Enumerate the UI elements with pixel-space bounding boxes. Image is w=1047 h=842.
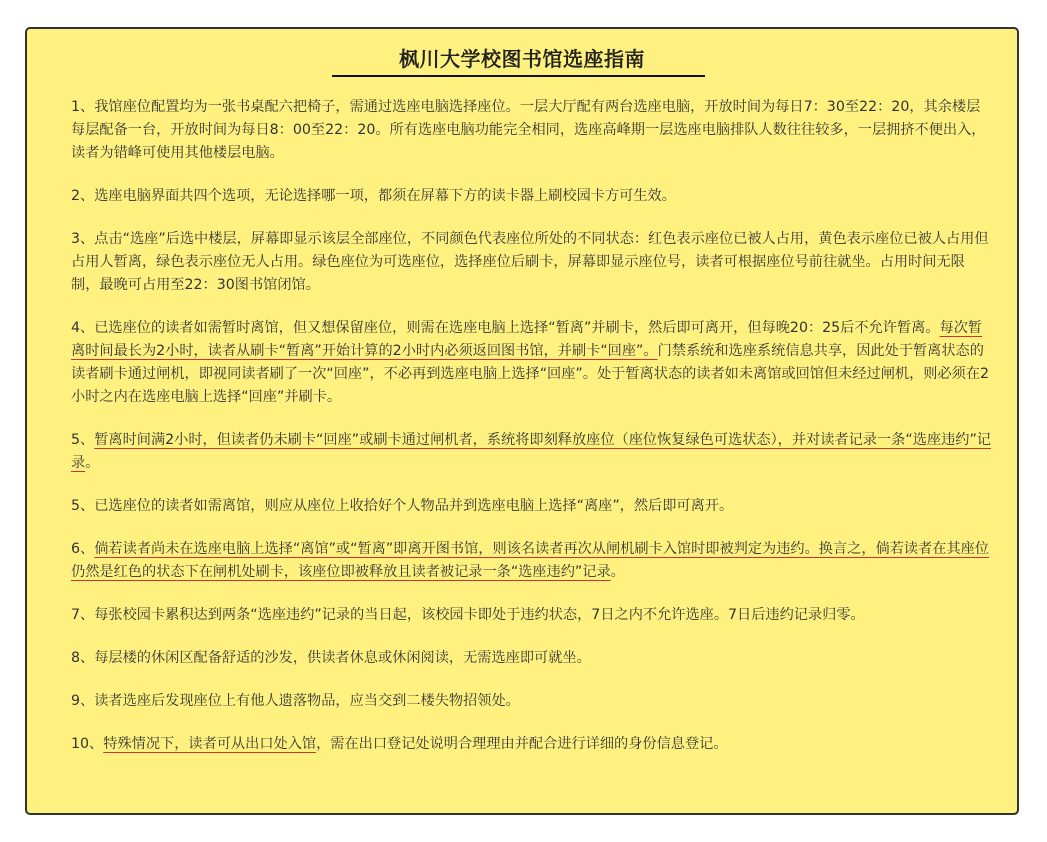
- paragraph-5-pre: 5、: [71, 432, 95, 448]
- page-title: 枫川大学校图书馆选座指南: [399, 47, 645, 71]
- paragraph-5: [71, 429, 991, 475]
- paragraph-8: 8、每层楼的休闲区配备舒适的沙发，供读者休息或休闲阅读，无需选座即可就坐。: [71, 650, 591, 666]
- paragraph-3: 3、点击“选座”后选中楼层，屏幕即显示该层全部座位，不同颜色代表座位所处的不同状态：红色表示座位已被人占用，黄色表示座位已被人占用但占用人暂离，绿色表示座位无人占用。绿色座位为可选座位，选择座位后刷卡，屏幕即显示座位号，读者可根据座位号前往就坐。占用时间无限制，最晚可占用至22：30图书馆闭馆。: [71, 231, 989, 293]
- paragraph-4-pre: 4、已选座位的读者如需暂时离馆，但又想保留座位，则需在选座电脑上选择“暂离”并刷卡，然后即可离开，但每晚20：25后不允许暂离。: [71, 320, 940, 336]
- paragraph-2: 2、选座电脑界面共四个选项，无论选择哪一项，都须在屏幕下方的读卡器上刷校园卡方可生效。: [71, 188, 676, 204]
- paragraph-10: [71, 733, 991, 756]
- paragraph-5-post: 。: [85, 455, 100, 471]
- paragraph-9: 9、读者选座后发现座位上有他人遗落物品，应当交到二楼失物招领处。: [71, 693, 520, 709]
- title-underline: [332, 75, 705, 77]
- paragraph-1: 1、我馆座位配置均为一张书桌配六把椅子，需通过选座电脑选择座位。一层大厅配有两台选座电脑，开放时间为每日7：30至22：20，其余楼层每层配备一台，开放时间为每日8：00至22：20。所有选座电脑功能完全相同，选座高峰期一层选座电脑排队人数往往较多，一层拥挤不便出入，读者为错峰可使用其他楼层电脑。: [71, 99, 986, 161]
- guide-paragraphs: [71, 96, 991, 776]
- paragraph-6-post: 。: [610, 564, 625, 580]
- paragraph-6-pre: 6、: [71, 541, 95, 557]
- paragraph-5b: 5、已选座位的读者如需离馆，则应从座位上收拾好个人物品并到选座电脑上选择“离座”，然后即可离开。: [71, 498, 734, 514]
- paragraph-4: [71, 317, 991, 409]
- paragraph-4-underlined: 每次暂离时间最长为2小时，读者从刷卡“暂离”开始计算的2小时内必须返回图书馆，并刷卡“回座”。: [71, 320, 983, 359]
- paragraph-10-post: ，需在出口登记处说明合理理由并配合进行详细的身份信息登记。: [316, 736, 728, 752]
- paragraph-10-pre: 10、: [71, 736, 104, 752]
- paragraph-7: 7、每张校园卡累积达到两条“选座违约”记录的当日起，该校园卡即处于违约状态，7日之内不允许选座。7日后违约记录归零。: [71, 607, 865, 623]
- paragraph-4-post: 门禁系统和选座系统信息共享，因此处于暂离状态的读者刷卡通过闸机，即视同读者刷了一次“回座”，不必再到选座电脑上选择“回座”。处于暂离状态的读者如未离馆或回馆但未经过闸机，则必须在2小时之内在选座电脑上选择“回座”并刷卡。: [71, 343, 990, 405]
- guide-card: [25, 27, 1019, 815]
- paragraph-10-underlined: 特殊情况下，读者可从出口处入馆: [103, 736, 317, 752]
- paragraph-6: [71, 538, 991, 584]
- paragraph-6-underlined: 倘若读者尚未在选座电脑上选择“离馆”或“暂离”即离开图书馆，则该名读者再次从闸机刷卡入馆时即被判定为违约。换言之，倘若读者在其座位仍然是红色的状态下在闸机处刷卡，该座位即被释放且读者被记录一条“选座违约”记录: [71, 541, 990, 580]
- paragraph-5-underlined: 暂离时间满2小时，但读者仍未刷卡“回座”或刷卡通过闸机者，系统将即刻释放座位（座位恢复绿色可选状态），并对读者记录一条“选座违约”记录: [71, 432, 991, 471]
